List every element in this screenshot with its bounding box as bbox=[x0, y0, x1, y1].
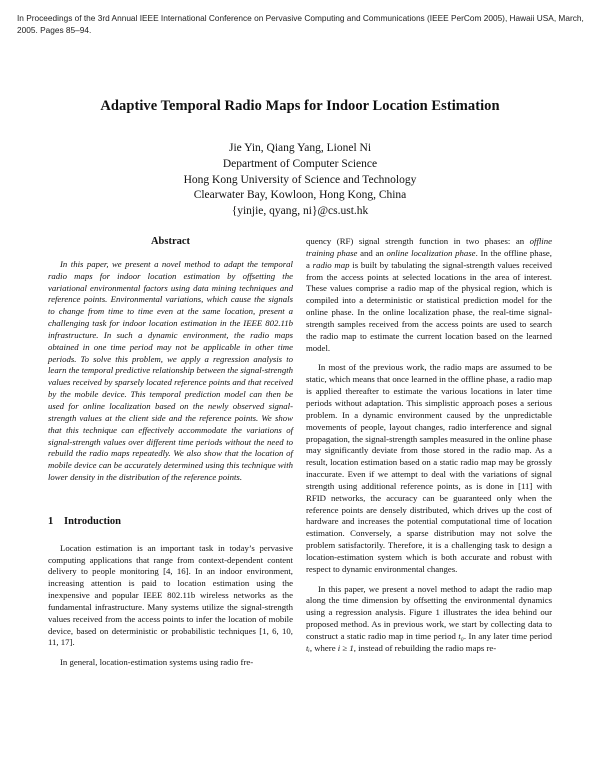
right-paragraph-1 bbox=[306, 236, 552, 354]
term-offline-phase: offline training phase bbox=[306, 236, 552, 258]
math-condition: i ≥ 1 bbox=[337, 642, 354, 653]
term-online-phase: online localization phase bbox=[386, 247, 476, 258]
right-paragraph-3 bbox=[306, 584, 552, 655]
author-names: Jie Yin, Qiang Yang, Lionel Ni bbox=[228, 142, 372, 154]
left-column bbox=[48, 236, 293, 677]
text-run: , instead of rebuilding the radio maps re- bbox=[353, 642, 497, 653]
term-radio-map: radio map bbox=[312, 259, 350, 270]
abstract-body: In this paper, we present a novel method to adapt the temporal radio maps for indoor location estimation by offsetting the variational environmental factors using data mining techniques and reference points. Environmental variations, which cause the signals to change from time to time even at the same location, present a challenging task for indoor location estimation in the IEEE 802.11b infrastructure. In such a dynamic environment, the radio maps obtained in one time period may not be applicable in other time periods. To solve this problem, we apply a regression analysis to learn the temporal predictive relationship between the signal-strength values received by sparsely located reference points and that received by the mobile device. This temporal prediction model can then be used for online localization based on the newly observed signal-strength values at the client side and the reference points. We show that this technique can effectively accommodate the variations of signal-strength values over different time periods without the need to rebuild the radio maps repeatedly. We also show that the location of mobile device can be accurately determined using this technique with lower density in the distribution of the reference points. bbox=[48, 258, 293, 483]
author-email: {yinjie, qyang, ni}@cs.ust.hk bbox=[231, 205, 369, 218]
text-run: is built by tabulating the signal-strength values received from the access points at selected locations in the area of interest. These values comprise a radio map of the physical region, which is compiled into a deterministic or statistical prediction model for the online phase. In the online localization phase, the real-time signal-strength samples received from the access points are used to search the radio map to estimate the current location based on the learned model. bbox=[306, 259, 552, 353]
intro-paragraph-1: Location estimation is an important task in today’s pervasive computing applications that range from context-dependent content delivery to people monitoring [4, 16]. In an indoor environment, increasing attention is paid to location estimation using the inexpensive and popular IEEE 802.11b wireless networks as the fundamental infrastructure. Many systems utilize the signal-strength values received from the access points to infer the location of mobile device, based on deterministic or probabilistic techniques [1, 6, 10, 11, 17]. bbox=[48, 542, 293, 648]
intro-paragraph-2: In general, location-estimation systems using radio fre- bbox=[60, 657, 254, 668]
right-paragraph-2: In most of the previous work, the radio maps are assumed to be static, which means that once learned in the offline phase, a radio map is applied thereafter to estimate the various locations in later time periods without adaptation. This simplistic approach poses a serious problem. In a dynamic environment caused by the unpredictable movements of people, layout changes, radio interference and signal propagation, the signal-strength samples measured in the online phase may significantly deviate from those stored in the radio map. As a result, location estimation based on a static radio map may be grossly inaccurate. Even if we attempt to deal with the variations of signal strength using additional reference points, as is done in [11] with RFID networks, the accuracy can be guaranteed only when the reference points are densely distributed, which drives up the cost of hardware and increases the potential computational time of location estimation. Conversely, a sparse distribution may not solve the problem satisfactorily. Therefore, it is a challenging task to design a location-estimation system which is both accurate and robust with respect to dynamic environmental changes. bbox=[306, 362, 552, 574]
text-run: . In any later time period bbox=[463, 631, 552, 641]
publication-note: In Proceedings of the 3rd Annual IEEE International Conference on Pervasive Computing and Communications (IEEE PerCom 2005), Hawaii USA, March, 2005. Pages 85–94. bbox=[17, 13, 584, 35]
author-address: Clearwater Bay, Kowloon, Hong Kong, China bbox=[193, 189, 407, 202]
text-run: , where bbox=[309, 642, 338, 653]
text-run: In this paper, we present a novel method to adapt the radio map along the time dimension by offsetting the environmental dynamics using a regression analysis. Figure 1 illustrates the idea behind our proposed method. As in previous work, we start by collecting data to construct a static radio map in time period bbox=[306, 583, 552, 641]
text-run: and an bbox=[357, 247, 387, 258]
author-block bbox=[0, 141, 600, 220]
section-title: Introduction bbox=[64, 515, 121, 527]
math-t0: t₀ bbox=[458, 631, 464, 641]
section-number: 1 bbox=[48, 515, 54, 527]
section-heading-introduction bbox=[48, 516, 293, 528]
author-university: Hong Kong University of Science and Technology bbox=[183, 173, 417, 186]
text-run: quency (RF) signal strength function in two phases: an bbox=[306, 236, 530, 246]
right-column bbox=[306, 236, 552, 663]
text-run: . In the offline phase, a bbox=[306, 247, 552, 270]
math-ti: tᵢ bbox=[306, 642, 310, 653]
abstract-heading: Abstract bbox=[150, 236, 191, 247]
author-department: Department of Computer Science bbox=[222, 157, 378, 170]
paper-title: Adaptive Temporal Radio Maps for Indoor Location Estimation bbox=[100, 98, 500, 114]
